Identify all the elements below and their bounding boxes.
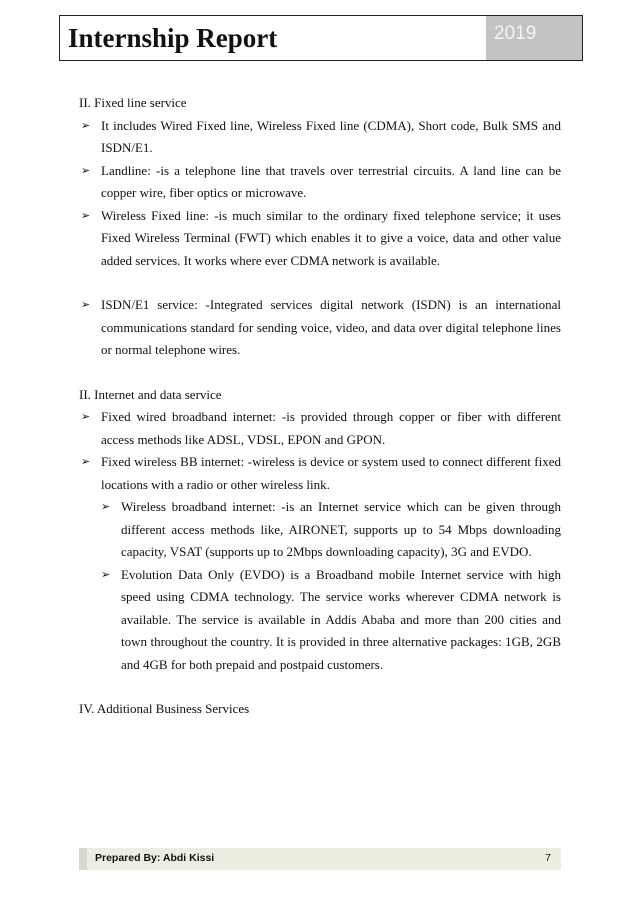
list-item — [79, 205, 561, 273]
bullet-text: Landline: -is a telephone line that travels over terrestrial circuits. A land line can be copper wire, fiber optics or microwave. — [101, 162, 561, 200]
footer-accent — [79, 848, 87, 870]
bullet-text: Wireless Fixed line: -is much similar to the ordinary fixed telephone service; it uses Fixed Wireless Terminal (FWT) which enables it to give a voice, data and other value added services. It works where ever CDMA network is available. — [101, 207, 561, 268]
arrow-bullet-icon: ➢ — [81, 410, 91, 423]
list-item — [79, 115, 561, 160]
list-item — [79, 451, 561, 496]
page-number: 7 — [545, 852, 551, 864]
bullet-text: Evolution Data Only (EVDO) is a Broadband mobile Internet service with high speed using CDMA technology. The service works wherever CDMA network is available. The service is available in Addis Ababa and more than 200 cities and town throughout the country. It is provided in three alternative packages: 1GB, 2GB and 4GB for both prepaid and postpaid customers. — [121, 566, 561, 672]
list-item — [79, 160, 561, 205]
bullet-text: It includes Wired Fixed line, Wireless Fixed line (CDMA), Short code, Bulk SMS and ISDN/E1. — [101, 117, 561, 155]
bullet-text: Fixed wireless BB internet: -wireless is device or system used to connect different fixed locations with a radio or other wireless link. — [101, 454, 561, 492]
list-item — [79, 406, 561, 451]
bullet-text: Wireless broadband internet: -is an Internet service which can be given through different access methods like, AIRONET, supports up to 54 Mbps downloading capacity, VSAT (supports up to 2Mbps downloading capacity), 3G and EVDO. — [121, 499, 561, 559]
bullet-text: ISDN/E1 service: -Integrated services digital network (ISDN) is an international communications standard for sending voice, video, and data over digital telephone lines or normal telephone wires. — [101, 297, 561, 357]
section-heading-fixed-line: II. Fixed line service — [79, 95, 187, 110]
bullet-text: Fixed wired broadband internet: -is provided through copper or fiber with different access methods like ADSL, VDSL, EPON and GPON. — [101, 409, 561, 447]
arrow-bullet-icon: ➢ — [81, 208, 91, 222]
arrow-bullet-icon: ➢ — [81, 298, 91, 311]
arrow-bullet-icon: ➢ — [81, 455, 91, 468]
spacer — [79, 676, 561, 698]
arrow-bullet-icon: ➢ — [81, 118, 91, 132]
footer-author: Prepared By: Abdi Kissi — [95, 852, 215, 864]
list-item — [99, 496, 561, 564]
report-header — [59, 15, 583, 61]
arrow-bullet-icon: ➢ — [101, 500, 111, 513]
arrow-bullet-icon: ➢ — [101, 567, 111, 581]
report-year: 2019 — [494, 23, 537, 44]
arrow-bullet-icon: ➢ — [81, 163, 91, 177]
page-footer — [79, 848, 561, 870]
spacer — [79, 272, 561, 294]
section-heading-additional: IV. Additional Business Services — [79, 701, 250, 716]
spacer — [79, 362, 561, 384]
list-item — [99, 564, 561, 677]
section-heading-internet: II. Internet and data service — [79, 386, 222, 402]
report-title: Internship Report — [68, 23, 278, 53]
page-body — [79, 92, 561, 721]
year-box — [486, 16, 582, 60]
list-item — [79, 294, 561, 362]
